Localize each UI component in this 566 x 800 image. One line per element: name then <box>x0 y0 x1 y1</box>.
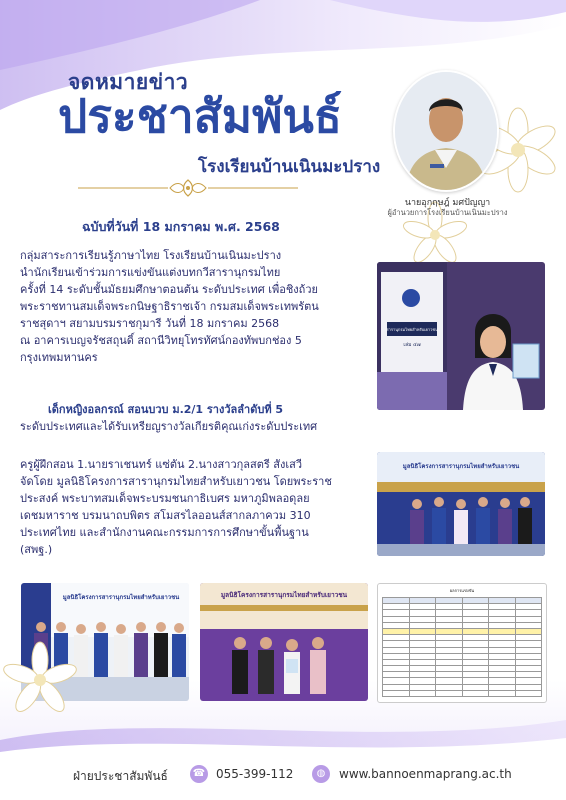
director-role: ผู้อำนวยการโรงเรียนบ้านเนินมะปราง <box>387 208 508 217</box>
award-highlight: เด็กหญิงอลกรณ์ สอนบวบ ม.2/1 รางวัลลำดับที่ 5 <box>48 403 284 416</box>
photo-student-with-certificate <box>377 262 545 410</box>
banner-text: มูลนิธิโครงการสารานุกรมไทยสำหรับเยาวชน <box>220 591 348 599</box>
book-title-text: สารานุกรมไทยสำหรับเยาวชน <box>386 327 438 332</box>
book-volume-text: เล่ม ๔๗ <box>403 342 421 348</box>
award-level: ระดับประเทศและได้รับเหรียญรางวัลเกียรติคุณเก่งระดับประเทศ <box>20 420 318 433</box>
photo-group-banner <box>377 452 545 556</box>
photo-award-presentation <box>200 583 368 701</box>
director-name: นายอุกฤษฎ์ มศปัญญา <box>404 198 491 208</box>
gold-divider-icon <box>78 177 298 199</box>
results-table-image <box>377 583 547 703</box>
footer-department: ฝ่ายประชาสัมพันธ์ <box>73 769 168 783</box>
results-table-header: ผลการแข่งขัน <box>449 588 475 593</box>
footer-website-link[interactable]: www.bannoenmaprang.ac.th <box>339 767 512 781</box>
results-table <box>382 597 542 697</box>
page-title: ประชาสัมพันธ์ <box>58 89 342 143</box>
director-portrait <box>393 70 499 192</box>
footer-phone[interactable]: 055-399-112 <box>216 767 294 781</box>
article-paragraph-1: กลุ่มสาระการเรียนรู้ภาษาไทย โรงเรียนบ้านเนินมะปราง นำนักเรียนเข้าร่วมการแข่งขันแต่งบทกวีสารานุกรมไทย ครั้งที่ 14 ระดับชั้นมัธยมศึกษาตอนต้น ระดับประเทศ เพื่อชิงถ้วย พระราชทานสมเด็จพระกนิษฐาธิราชเจ้า กรมสมเด็จพระเทพรัตน ราชสุดาฯ สยามบรมราชกุมารี วันที่ 18 มกราคม 2568 ณ อาคารเบญจรัชสถุนดิ์ สถานีวิทยุโทรทัศน์กองทัพบกช่อง 5 กรุงเทพมหานคร <box>20 249 319 364</box>
director-photo <box>395 72 497 190</box>
globe-icon: ◍ <box>312 765 330 783</box>
article-paragraph-2: ครูผู้ฝึกสอน 1.นายราเชนทร์ แซ่ตัน 2.นางสาวกุลสตรี สังเสวี จัดโดย มูลนิธิโครงการสารานุกรมไทยสำหรับเยาวชน โดยพระราช ประสงค์ พระบาทสมเด็จพระบรมชนกาธิเบศร มหาภูมิพลอดุลย เดชมหาราช บรมนาถบพิตร สโมสรไลออนส์สากลภาควม 310 ประเทศไทย และสำนักงานคณะกรรมการการศึกษาขั้นพื้นฐาน (สพฐ.) <box>20 458 332 556</box>
issue-date: ฉบับที่วันที่ 18 มกราคม พ.ศ. 2568 <box>82 219 280 234</box>
phone-icon: ☎ <box>190 765 208 783</box>
newsletter-label: จดหมายข่าว <box>68 70 189 94</box>
school-name: โรงเรียนบ้านเนินมะปราง <box>198 157 381 177</box>
banner-text: มูลนิธิโครงการสารานุกรมไทยสำหรับเยาวชน <box>62 594 180 601</box>
banner-text: มูลนิธิโครงการสารานุกรมไทยสำหรับเยาวชน <box>402 463 520 470</box>
